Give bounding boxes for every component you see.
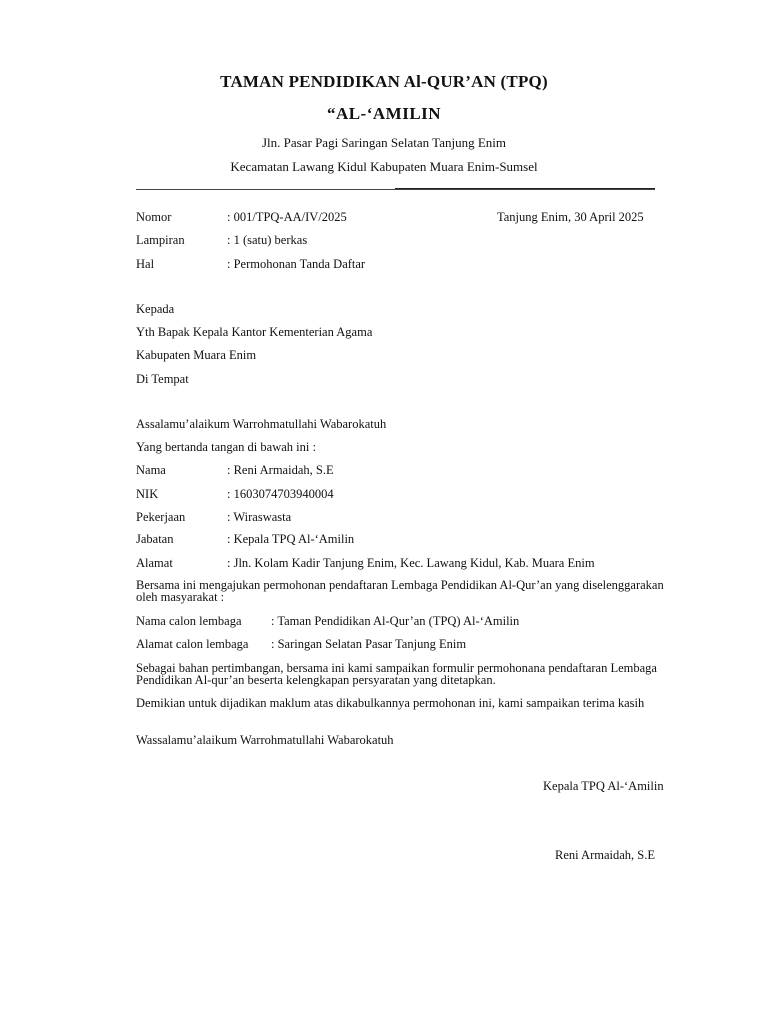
field-label: Nama [136,463,166,477]
header-divider [136,189,655,190]
recipient-place: Di Tempat [136,372,189,386]
field-value: : Wiraswasta [227,510,292,524]
lampiran-label: Lampiran [136,233,185,247]
paragraph-consideration: Sebagai bahan pertimbangan, bersama ini kami sampaikan formulir permohonana pendaftaran Lembaga Pendidikan Al-qur’an beserta kelengkapan persyaratan yang ditetapkan. [136,661,657,687]
paragraph-closing: Demikian untuk dijadikan maklum atas dikabulkannya permohonan ini, kami sampaikan terima kasih [136,696,645,710]
greeting: Assalamu’alaikum Warrohmatullahi Wabarokatuh [136,417,387,431]
field-value: : Jln. Kolam Kadir Tanjung Enim, Kec. Lawang Kidul, Kab. Muara Enim [227,556,595,570]
recipient-region: Kabupaten Muara Enim [136,348,257,362]
hal-label: Hal [136,257,155,271]
institution-name: “AL-‘AMILIN [326,104,442,123]
address-line-2: Kecamatan Lawang Kidul Kabupaten Muara Enim-Sumsel [230,159,538,174]
intro-text: Yang bertanda tangan di bawah ini : [136,440,316,454]
paragraph-registration: Bersama ini mengajukan permohonan pendaftaran Lembaga Pendidikan Al-Qur’an yang diselenggarakan oleh masyarakat : [136,578,664,604]
recipient-name: Yth Bapak Kepala Kantor Kementerian Agama [136,325,373,339]
nomor-value: : 001/TPQ-AA/IV/2025 [227,210,347,224]
field-label: Alamat [136,556,173,570]
signature-position: Kepala TPQ Al-‘Amilin [543,779,664,793]
field-value: : Reni Armaidah, S.E [227,463,334,477]
field-label: NIK [136,487,159,501]
address-line-1: Jln. Pasar Pagi Saringan Selatan Tanjung Enim [261,135,506,150]
signature-name: Reni Armaidah, S.E [555,848,655,862]
field-label: Pekerjaan [136,510,186,524]
institution-title: TAMAN PENDIDIKAN Al-QUR’AN (TPQ) [220,72,548,91]
field-value: : 1603074703940004 [227,487,334,501]
calon-nama-label: Nama calon lembaga [136,614,242,628]
header-divider-accent [395,188,655,189]
closing-greeting: Wassalamu’alaikum Warrohmatullahi Wabarokatuh [136,733,394,747]
recipient-kepada: Kepada [136,302,175,316]
field-value: : Kepala TPQ Al-‘Amilin [227,532,355,546]
nomor-label: Nomor [136,210,172,224]
calon-nama-value: : Taman Pendidikan Al-Qur’an (TPQ) Al-‘Amilin [271,614,520,628]
place-date: Tanjung Enim, 30 April 2025 [497,210,644,224]
lampiran-value: : 1 (satu) berkas [227,233,308,247]
field-label: Jabatan [136,532,174,546]
calon-alamat-label: Alamat calon lembaga [136,637,249,651]
hal-value: : Permohonan Tanda Daftar [227,257,366,271]
calon-alamat-value: : Saringan Selatan Pasar Tanjung Enim [271,637,467,651]
